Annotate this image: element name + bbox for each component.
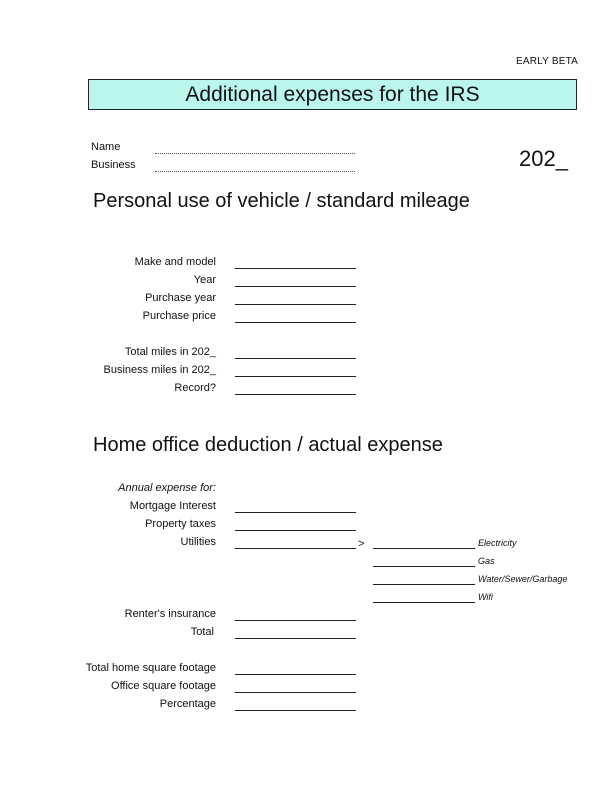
wifi-label: Wifi <box>478 592 493 602</box>
year-field[interactable] <box>235 286 356 287</box>
home-square-footage-field[interactable] <box>235 674 356 675</box>
percentage-label: Percentage <box>159 698 216 710</box>
electricity-field[interactable] <box>373 548 475 549</box>
utilities-label: Utilities <box>180 536 216 548</box>
utilities-arrow: > <box>358 538 365 550</box>
total-miles-label: Total miles in 202_ <box>124 346 216 358</box>
name-field[interactable] <box>155 153 355 154</box>
mortgage-interest-field[interactable] <box>235 512 356 513</box>
water-sewer-garbage-label: Water/Sewer/Garbage <box>478 574 568 584</box>
make-model-field[interactable] <box>235 268 356 269</box>
purchase-price-field[interactable] <box>235 322 356 323</box>
purchase-price-label: Purchase price <box>142 310 216 322</box>
renters-insurance-field[interactable] <box>235 620 356 621</box>
form-title: Additional expenses for the IRS <box>88 79 577 110</box>
early-beta-badge: EARLY BETA <box>516 56 579 67</box>
total-field[interactable] <box>235 638 356 639</box>
mortgage-interest-label: Mortgage Interest <box>129 500 216 512</box>
business-label: Business <box>91 159 136 171</box>
vehicle-section-heading: Personal use of vehicle / standard mileage <box>93 190 470 212</box>
office-square-footage-label: Office square footage <box>111 680 216 692</box>
gas-field[interactable] <box>373 566 475 567</box>
business-field[interactable] <box>155 171 355 172</box>
property-taxes-label: Property taxes <box>145 518 216 530</box>
annual-expense-label: Annual expense for: <box>118 482 216 494</box>
tax-year: 202_ <box>519 146 568 171</box>
office-square-footage-field[interactable] <box>235 692 356 693</box>
renters-insurance-label: Renter's insurance <box>124 608 216 620</box>
total-miles-field[interactable] <box>235 358 356 359</box>
property-taxes-field[interactable] <box>235 530 356 531</box>
business-miles-field[interactable] <box>235 376 356 377</box>
home-square-footage-label: Total home square footage <box>85 662 216 674</box>
wifi-field[interactable] <box>373 602 475 603</box>
business-miles-label: Business miles in 202_ <box>103 364 216 376</box>
record-field[interactable] <box>235 394 356 395</box>
percentage-field[interactable] <box>235 710 356 711</box>
year-label: Year <box>193 274 216 286</box>
record-label: Record? <box>174 382 216 394</box>
make-model-label: Make and model <box>134 256 216 268</box>
water-sewer-garbage-field[interactable] <box>373 584 475 585</box>
purchase-year-label: Purchase year <box>145 292 216 304</box>
home-office-section-heading: Home office deduction / actual expense <box>93 434 443 456</box>
electricity-label: Electricity <box>478 538 517 548</box>
purchase-year-field[interactable] <box>235 304 356 305</box>
utilities-field[interactable] <box>235 548 356 549</box>
name-label: Name <box>91 141 121 153</box>
total-label: Total <box>190 626 214 638</box>
gas-label: Gas <box>478 556 495 566</box>
